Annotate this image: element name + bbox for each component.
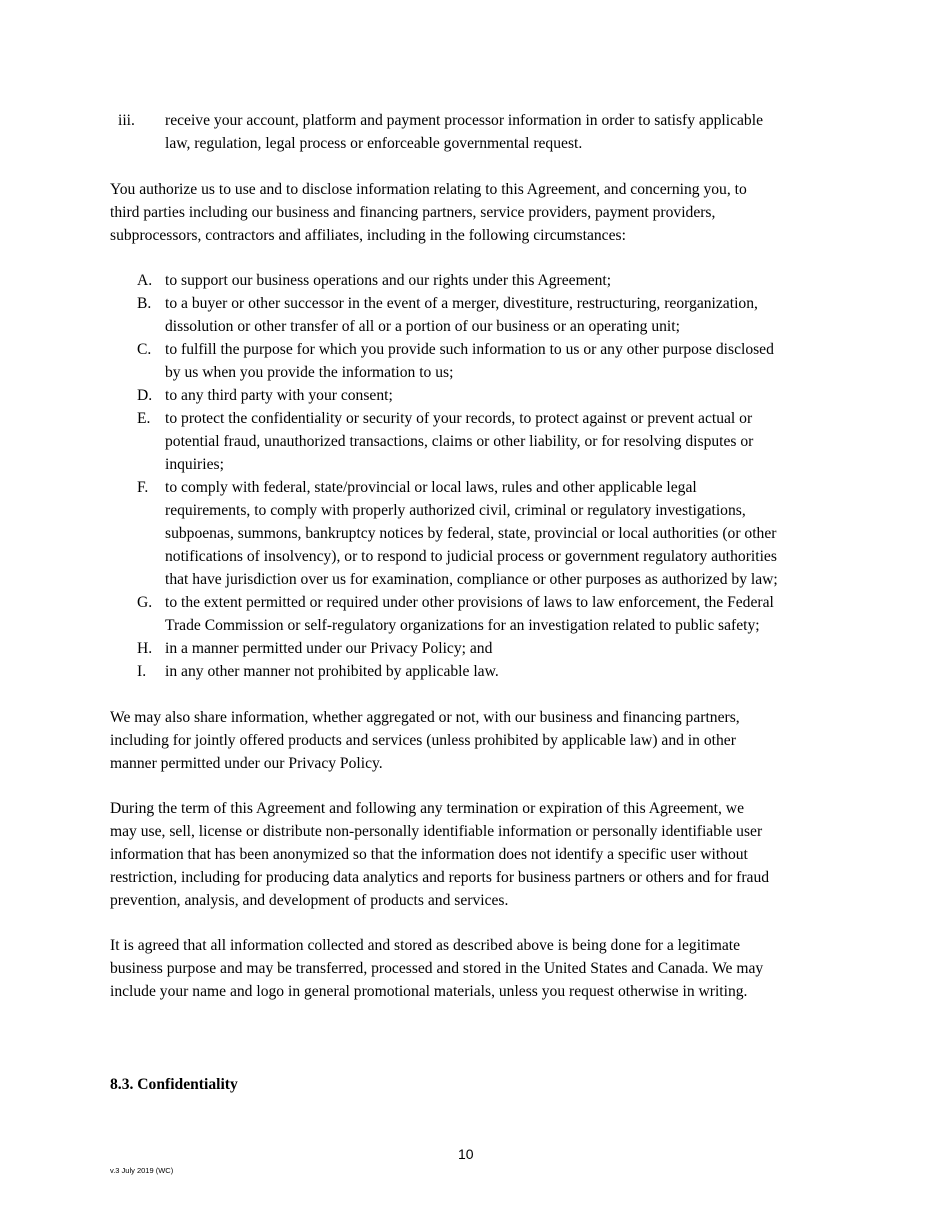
list-item-e	[137, 407, 837, 476]
text-line: prevention, analysis, and development of products and services.	[110, 892, 509, 909]
text-line: to the extent permitted or required under other provisions of laws to law enforcement, the Federal	[165, 594, 774, 611]
list-marker: C.	[137, 341, 152, 358]
list-marker: A.	[137, 272, 153, 289]
text-line: inquiries;	[165, 456, 224, 473]
list-item-d	[137, 384, 837, 407]
text-line: third parties including our business and financing partners, service providers, payment providers,	[110, 204, 716, 221]
list-item-h	[137, 637, 837, 660]
list-item-b	[137, 292, 837, 338]
text-line: potential fraud, unauthorized transactions, claims or other liability, or for resolving disputes or	[165, 433, 754, 450]
list-marker: G.	[137, 594, 153, 611]
list-item-text	[165, 269, 837, 292]
text-line: manner permitted under our Privacy Policy.	[110, 755, 383, 772]
text-line: to a buyer or other successor in the event of a merger, divestiture, restructuring, reorganization,	[165, 295, 758, 312]
text-line: business purpose and may be transferred, processed and stored in the United States and Canada. We may	[110, 960, 764, 977]
text-line: It is agreed that all information collected and stored as described above is being done for a legitimate	[110, 937, 741, 954]
intro-paragraph	[110, 178, 830, 247]
text-line: subprocessors, contractors and affiliates, including in the following circumstances:	[110, 227, 626, 244]
list-marker: H.	[137, 640, 153, 657]
text-line: During the term of this Agreement and following any termination or expiration of this Agreement, we	[110, 800, 744, 817]
text-line: to fulfill the purpose for which you provide such information to us or any other purpose disclosed	[165, 341, 774, 358]
list-marker: E.	[137, 410, 151, 427]
list-item-text	[165, 292, 837, 338]
version-footer: v.3 July 2019 (WC)	[110, 1166, 174, 1175]
text-line: You authorize us to use and to disclose information relating to this Agreement, and concerning you, to	[110, 181, 747, 198]
list-item-text	[165, 476, 837, 591]
text-line: that have jurisdiction over us for examination, compliance or other purposes as authorized by law;	[165, 571, 778, 588]
list-item-c	[137, 338, 837, 384]
text-line: restriction, including for producing data analytics and reports for business partners or others and for fraud	[110, 869, 770, 886]
text-line: subpoenas, summons, bankruptcy notices by federal, state, provincial or local authorities (or other	[165, 525, 777, 542]
page-number: 10	[458, 1146, 474, 1162]
section-heading: 8.3. Confidentiality	[110, 1076, 238, 1093]
text-line: law, regulation, legal process or enforceable governmental request.	[165, 135, 583, 152]
list-item-text	[165, 660, 837, 683]
list-marker: I.	[137, 663, 147, 680]
text-line: to comply with federal, state/provincial or local laws, rules and other applicable legal	[165, 479, 697, 496]
sharing-paragraph	[110, 706, 830, 775]
text-line: including for jointly offered products and services (unless prohibited by applicable law) and in other	[110, 732, 736, 749]
list-marker: B.	[137, 295, 152, 312]
text-line: receive your account, platform and payment processor information in order to satisfy applicable	[165, 112, 763, 129]
text-line: include your name and logo in general promotional materials, unless you request otherwise in writing.	[110, 983, 748, 1000]
text-line: requirements, to comply with properly authorized civil, criminal or regulatory investigations,	[165, 502, 746, 519]
list-item-text	[165, 591, 837, 637]
text-line: notifications of insolvency), or to respond to judicial process or government regulatory authorities	[165, 548, 777, 565]
text-line: to any third party with your consent;	[165, 387, 393, 404]
list-marker: iii.	[118, 112, 135, 129]
text-line: dissolution or other transfer of all or a portion of our business or an operating unit;	[165, 318, 680, 335]
text-line: Trade Commission or self-regulatory organizations for an investigation related to public safety;	[165, 617, 760, 634]
text-line: to protect the confidentiality or security of your records, to protect against or prevent actual or	[165, 410, 753, 427]
list-item-f	[137, 476, 837, 591]
text-line: We may also share information, whether aggregated or not, with our business and financing partners,	[110, 709, 740, 726]
list-marker: D.	[137, 387, 153, 404]
circumstances-list	[137, 269, 837, 683]
list-item-i	[137, 660, 837, 683]
purpose-paragraph	[110, 934, 830, 1003]
list-item-text	[165, 338, 837, 384]
list-marker: F.	[137, 479, 149, 496]
text-line: in a manner permitted under our Privacy Policy; and	[165, 640, 493, 657]
text-line: in any other manner not prohibited by applicable law.	[165, 663, 499, 680]
term-paragraph	[110, 797, 830, 912]
list-item-text	[165, 109, 763, 155]
list-item-text	[165, 384, 837, 407]
text-line: by us when you provide the information to us;	[165, 364, 454, 381]
list-item-a	[137, 269, 837, 292]
list-item-text	[165, 407, 837, 476]
list-item-g	[137, 591, 837, 637]
text-line: to support our business operations and our rights under this Agreement;	[165, 272, 612, 289]
text-line: information that has been anonymized so that the information does not identify a specific user without	[110, 846, 748, 863]
list-item-text	[165, 637, 837, 660]
text-line: may use, sell, license or distribute non-personally identifiable information or personally identifiable user	[110, 823, 763, 840]
